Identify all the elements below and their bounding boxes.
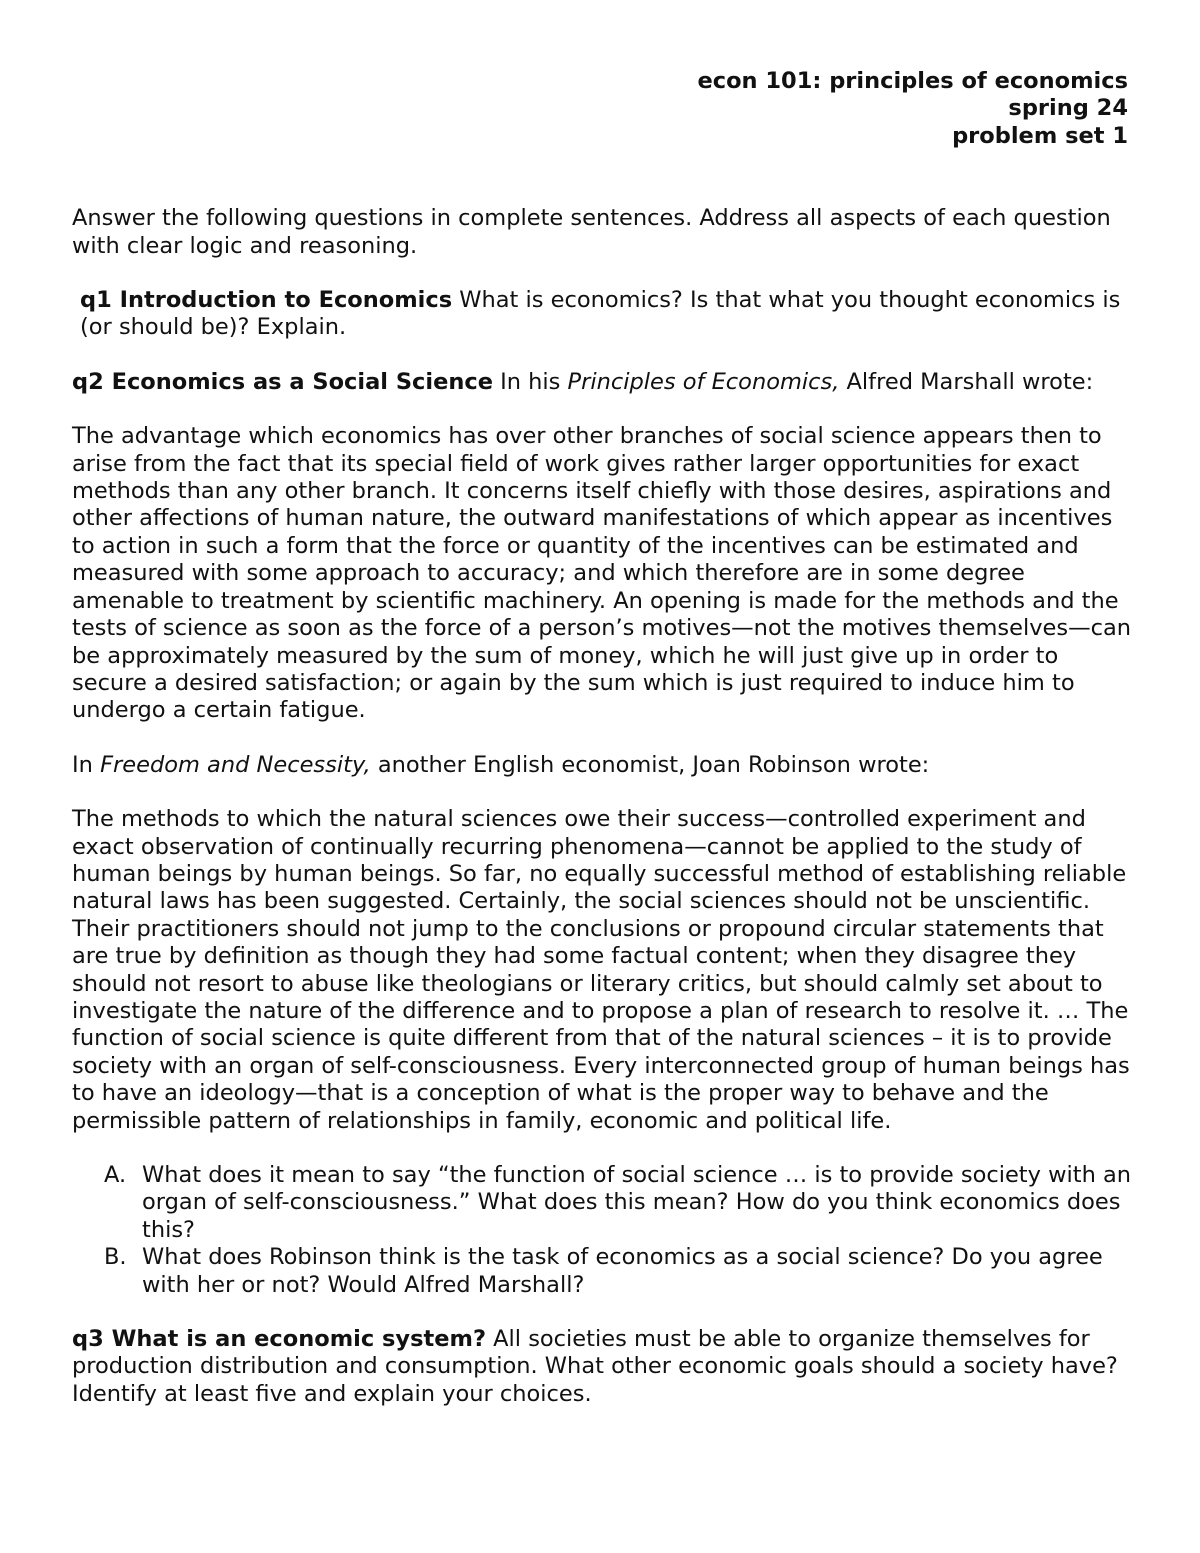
question-2-text-after: Alfred Marshall wrote:: [839, 368, 1094, 395]
question-2-heading: q2 Economics as a Social Science: [72, 368, 493, 395]
robinson-intro-before: In: [72, 751, 101, 778]
list-item-text: What does it mean to say “the function of social science … is to provide society with an organ of self-consciousness.” What does this mean? How do you think economics does this?: [142, 1162, 1132, 1243]
question-2-text-before: In his: [492, 368, 568, 395]
marshall-quote: The advantage which economics has over other branches of social science appears then to arise from the fact that its special field of work gives rather larger opportunities for exact methods than any other branch. It concerns itself chiefly with those desires, aspirations and other affections of human nature, the outward manifestations of which appear as incentives to action in such a form that the force or quantity of the incentives can be estimated and measured with some approach to accuracy; and which therefore are in some degree amenable to treatment by scientific machinery. An opening is made for the methods and the tests of science as soon as the force of a person’s motives—not the motives themselves—can be approximately measured by the sum of money, which he will just give up in order to secure a desired satisfaction; or again by the sum which is just required to induce him to undergo a certain fatigue.: [72, 423, 1132, 724]
robinson-book-title: Freedom and Necessity,: [100, 751, 371, 778]
list-item: [72, 1162, 1132, 1244]
list-item-text: What does Robinson think is the task of economics as a social science? Do you agree with her or not? Would Alfred Marshall?: [142, 1244, 1103, 1298]
question-1-heading: q1 Introduction to Economics: [80, 287, 453, 314]
marshall-book-title: Principles of Economics,: [567, 368, 840, 395]
term-label: spring 24: [1008, 95, 1128, 122]
course-title: econ 101: principles of economics: [697, 68, 1128, 94]
question-1-text: What is economics? Is that what you thought economics is (or should be)? Explain.: [80, 287, 1121, 341]
robinson-quote: The methods to which the natural sciences owe their success—controlled experiment and exact observation of continually recurring phenomena—cannot be applied to the study of human beings by human beings. So far, no equally successful method of establishing reliable natural laws has been suggested. Certainly, the social sciences should not be unscientific. Their practitioners should not jump to the conclusions or propound circular statements that are true by definition as though they had some factual content; when they disagree they should not resort to abuse like theologians or literary critics, but should calmly set about to investigate the nature of the difference and to propose a plan of research to resolve it. … The function of social science is quite different from that of the natural sciences – it is to provide society with an organ of self-consciousness. Every interconnected group of human beings has to have an ideology—that is a conception of what is the proper way to behave and the permissible pattern of relationships in family, economic and political life.: [72, 806, 1130, 1134]
question-2: [72, 369, 1132, 396]
document-header: [72, 68, 1128, 150]
document-page: [72, 68, 1132, 1408]
question-1: [72, 287, 1132, 342]
robinson-intro: [72, 752, 1132, 779]
assignment-title: problem set 1: [952, 122, 1128, 149]
question-3-heading: q3 What is an economic system?: [72, 1326, 486, 1353]
list-marker: B.: [104, 1244, 127, 1271]
question-3-text: All societies must be able to organize themselves for production distribution and consumption. What other economic goals should a society have? Identify at least five and explain your choices.: [72, 1326, 1118, 1407]
question-3: [72, 1326, 1132, 1408]
instructions: Answer the following questions in complete sentences. Address all aspects of each question with clear logic and reasoning.: [72, 205, 1111, 259]
robinson-intro-after: another English economist, Joan Robinson wrote:: [370, 751, 930, 778]
list-item: [72, 1244, 1132, 1299]
list-marker: A.: [104, 1162, 127, 1188]
question-2-subquestions: [72, 1162, 1132, 1299]
